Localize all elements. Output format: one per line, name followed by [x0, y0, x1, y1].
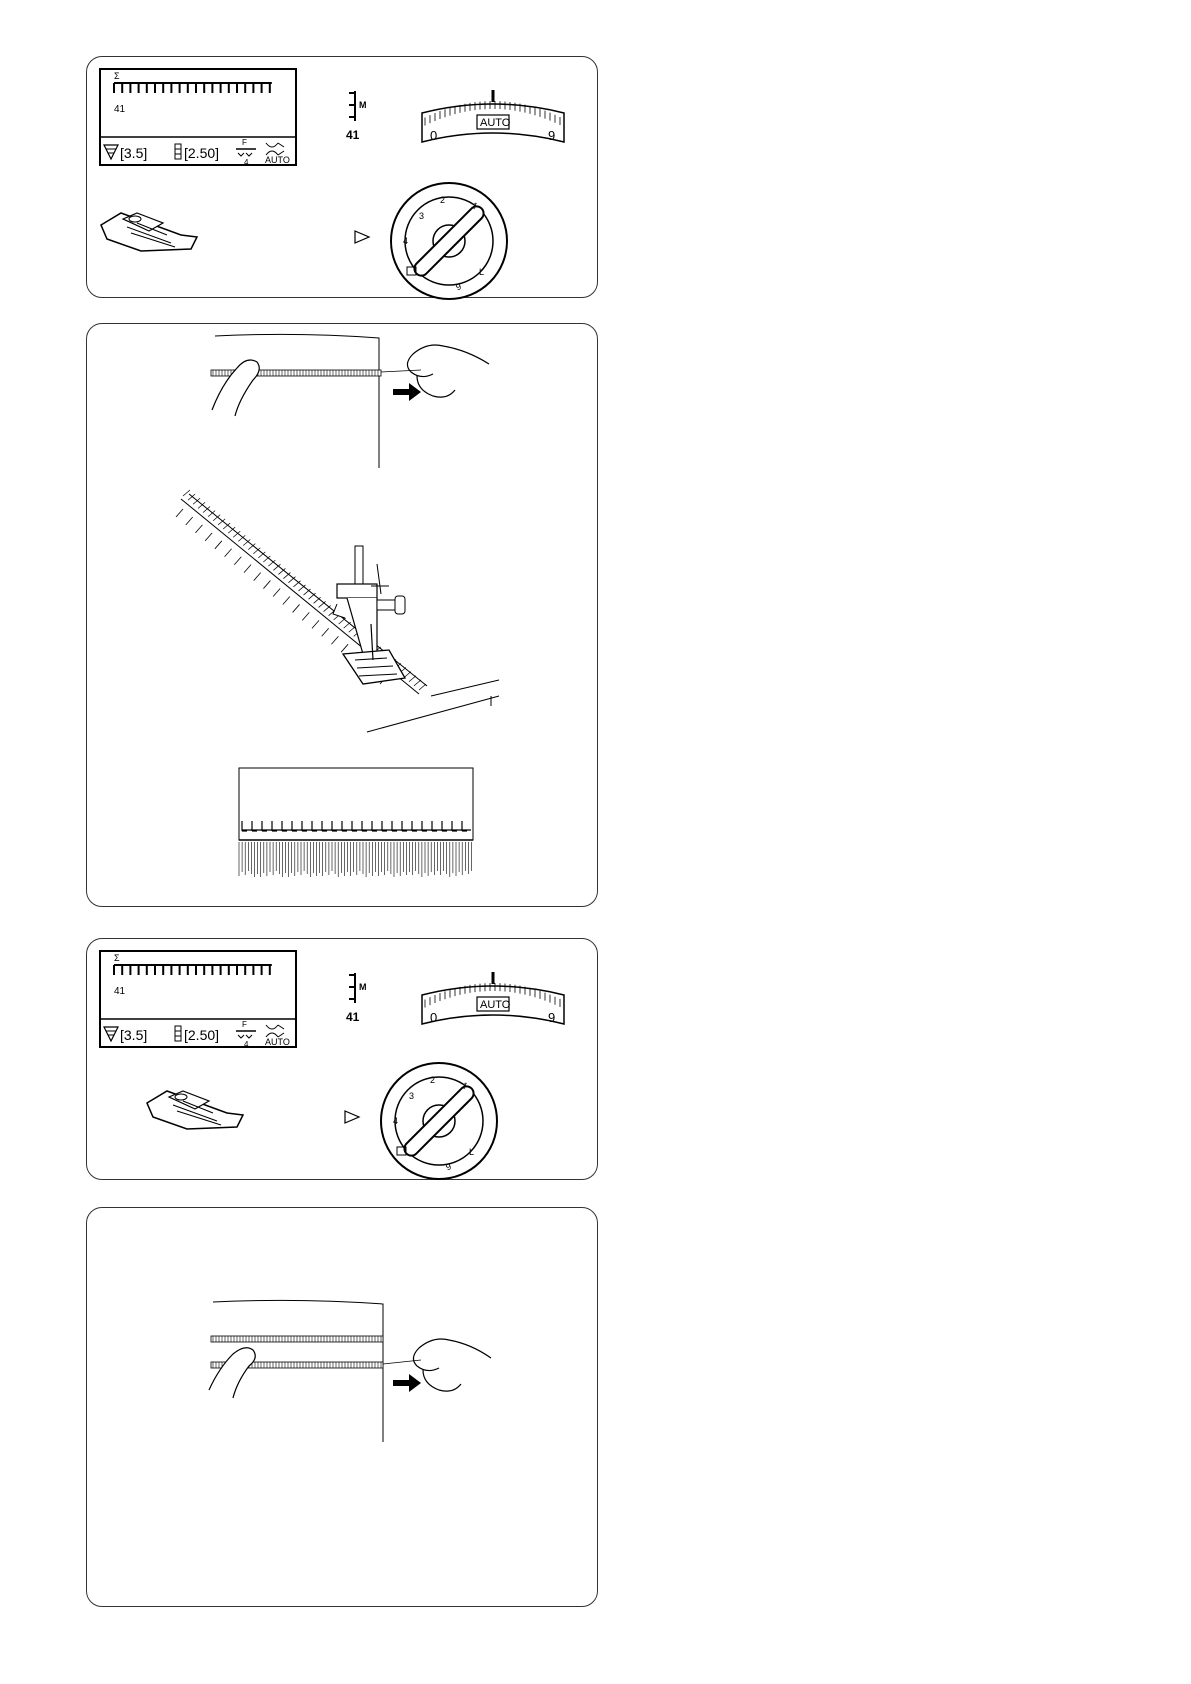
arrow-right-icon — [393, 383, 421, 401]
fringe-technique-illustration — [87, 324, 599, 908]
pull-stitch-illustration — [211, 334, 489, 468]
dial-pointer-icon — [355, 231, 369, 243]
tension-dial-max: 9 — [548, 128, 556, 143]
lcd-display — [100, 69, 296, 167]
presser-pressure-dial — [355, 183, 507, 299]
settings-illustration-1 — [87, 57, 599, 299]
pattern-number: 41 — [346, 1010, 360, 1024]
sewing-foot-illustration — [176, 490, 499, 732]
svg-text:Σ: Σ — [114, 953, 120, 963]
lcd-feed-number: 4 — [244, 158, 249, 167]
lcd-length-value: [2.50] — [184, 1027, 220, 1043]
lcd-width-value: [3.5] — [120, 145, 148, 161]
thread-tension-dial — [422, 90, 564, 143]
lcd-display — [100, 951, 296, 1049]
lcd-auto-label: AUTO — [265, 155, 290, 165]
fringe-result-illustration — [239, 768, 473, 877]
lcd-length-value: [2.50] — [184, 145, 220, 161]
dial-pointer-icon — [345, 1111, 359, 1123]
pressure-dial-2: 2 — [440, 195, 446, 205]
presser-foot-image — [147, 1091, 243, 1129]
pattern-mode: M — [359, 100, 367, 110]
tension-dial-auto: AUTO — [480, 117, 511, 129]
pull-two-rows-illustration — [87, 1208, 599, 1608]
pressure-dial-3: 3 — [419, 211, 425, 221]
tension-dial-min: 0 — [430, 128, 438, 143]
pattern-mode: M — [359, 982, 367, 992]
presser-pressure-dial — [345, 1063, 497, 1179]
pattern-icon — [346, 973, 367, 1024]
pressure-dial-6: 6 — [454, 280, 463, 293]
tension-dial-min: 0 — [430, 1010, 438, 1025]
pressure-dial-4: 4 — [403, 236, 409, 246]
settings-illustration-2 — [87, 939, 599, 1181]
pressure-dial-3: 3 — [409, 1091, 415, 1101]
pressure-dial-6: 6 — [444, 1160, 453, 1173]
presser-foot-image — [101, 213, 197, 251]
pressure-dial-L: L — [469, 1147, 475, 1157]
lcd-width-value: [3.5] — [120, 1027, 148, 1043]
settings-panel-1 — [86, 56, 598, 298]
pressure-dial-L: L — [479, 267, 485, 277]
tension-dial-auto: AUTO — [480, 999, 511, 1011]
settings-panel-2 — [86, 938, 598, 1180]
svg-text:Σ: Σ — [114, 71, 120, 81]
technique-panel-1 — [86, 323, 598, 907]
thread-tension-dial — [422, 972, 564, 1025]
lcd-auto-label: AUTO — [265, 1037, 290, 1047]
pressure-dial-1: 1 — [470, 200, 480, 212]
pressure-dial-1: 1 — [460, 1080, 470, 1092]
pressure-dial-2: 2 — [430, 1075, 436, 1085]
technique-panel-2 — [86, 1207, 598, 1607]
pattern-number: 41 — [346, 128, 360, 142]
lcd-feed-label: F — [242, 138, 247, 147]
lcd-pattern-number: 41 — [114, 986, 126, 997]
tension-dial-max: 9 — [548, 1010, 556, 1025]
pattern-icon — [346, 91, 367, 142]
lcd-feed-number: 4 — [244, 1040, 249, 1049]
pressure-dial-4: 4 — [393, 1116, 399, 1126]
lcd-feed-label: F — [242, 1020, 247, 1029]
arrow-right-icon — [393, 1374, 421, 1392]
lcd-pattern-number: 41 — [114, 104, 126, 115]
